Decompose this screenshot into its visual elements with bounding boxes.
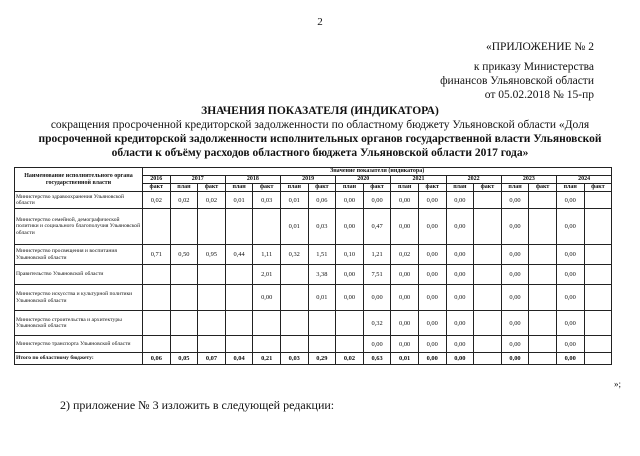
value-cell	[170, 265, 198, 285]
value-cell	[529, 245, 557, 265]
value-cell: 0,00	[446, 209, 474, 245]
value-cell	[529, 336, 557, 353]
value-cell: 1,51	[308, 245, 336, 265]
value-cell	[584, 192, 612, 209]
value-cell: 0,00	[556, 209, 584, 245]
value-cell: 0,00	[391, 311, 419, 336]
subheader-cell: факт	[143, 184, 171, 192]
value-cell: 0,95	[198, 245, 226, 265]
value-cell: 0,00	[556, 285, 584, 311]
value-cell	[280, 285, 308, 311]
value-cell: 0,00	[501, 353, 529, 365]
table-row	[15, 311, 612, 336]
value-cell: 0,00	[418, 336, 446, 353]
value-cell: 0,07	[198, 353, 226, 365]
subheader-cell: факт	[418, 184, 446, 192]
value-cell	[474, 336, 502, 353]
value-cell	[529, 209, 557, 245]
value-cell: 0,05	[170, 353, 198, 365]
value-cell: 0,00	[501, 285, 529, 311]
year-header: 2022	[446, 176, 501, 184]
name-header: Наименование исполнительного органа государственной власти	[15, 168, 143, 192]
value-cell	[170, 285, 198, 311]
value-cell	[584, 285, 612, 311]
subheader-cell: план	[280, 184, 308, 192]
subheader-cell: факт	[308, 184, 336, 192]
value-cell: 0,00	[501, 265, 529, 285]
agency-name: Министерство искусства и культурной политики Ульяновской области	[15, 285, 143, 311]
value-cell	[170, 209, 198, 245]
value-cell: 0,00	[418, 353, 446, 365]
value-cell	[474, 265, 502, 285]
value-cell	[474, 192, 502, 209]
value-cell: 0,32	[363, 311, 391, 336]
value-cell	[336, 311, 364, 336]
value-cell: 0,01	[280, 209, 308, 245]
year-header: 2020	[336, 176, 391, 184]
subheader-cell: план	[446, 184, 474, 192]
value-cell: 0,00	[418, 209, 446, 245]
value-cell: 0,00	[446, 192, 474, 209]
value-cell: 0,47	[363, 209, 391, 245]
value-cell: 0,00	[446, 265, 474, 285]
value-cell	[253, 336, 281, 353]
value-cell: 0,00	[391, 285, 419, 311]
value-cell	[143, 265, 171, 285]
value-cell	[225, 265, 253, 285]
value-cell	[584, 336, 612, 353]
value-cell: 0,02	[391, 245, 419, 265]
value-cell: 0,00	[391, 209, 419, 245]
value-cell: 0,00	[556, 265, 584, 285]
value-cell	[474, 285, 502, 311]
table-row	[15, 265, 612, 285]
value-cell	[280, 336, 308, 353]
title-heading: ЗНАЧЕНИЯ ПОКАЗАТЕЛЯ (ИНДИКАТОРА)	[201, 105, 439, 117]
value-cell	[584, 209, 612, 245]
table-body	[15, 192, 612, 365]
value-cell: 0,00	[363, 285, 391, 311]
appendix-line: к приказу Министерства	[473, 61, 594, 73]
subheader-cell: план	[391, 184, 419, 192]
value-cell: 0,02	[170, 192, 198, 209]
value-cell	[474, 245, 502, 265]
value-cell	[170, 311, 198, 336]
value-cell: 1,11	[253, 245, 281, 265]
value-cell: 0,00	[253, 285, 281, 311]
value-cell: 0,00	[391, 192, 419, 209]
value-cell: 0,00	[501, 192, 529, 209]
year-header: 2019	[280, 176, 335, 184]
value-cell: 0,63	[363, 353, 391, 365]
value-cell: 0,01	[225, 192, 253, 209]
value-cell: 0,00	[336, 209, 364, 245]
value-cell: 0,00	[556, 353, 584, 365]
agency-name: Министерство семейной, демографической политики и социального благополучия Ульяновской области	[15, 209, 143, 245]
value-cell: 0,00	[446, 336, 474, 353]
year-header: 2024	[556, 176, 611, 184]
value-cell	[584, 245, 612, 265]
year-header: 2018	[225, 176, 280, 184]
value-cell	[198, 209, 226, 245]
value-cell: 0,03	[280, 353, 308, 365]
value-cell: 0,03	[253, 192, 281, 209]
appendix-date: от 05.02.2018 № 15-пр	[484, 89, 594, 101]
value-cell: 0,00	[336, 285, 364, 311]
indicator-table	[14, 167, 612, 365]
total-label: Итого по областному бюджету:	[15, 353, 143, 365]
subheader-cell: факт	[363, 184, 391, 192]
value-cell: 0,00	[418, 285, 446, 311]
value-cell	[474, 353, 502, 365]
value-cell: 0,03	[308, 209, 336, 245]
value-cell: 0,02	[336, 353, 364, 365]
value-cell: 0,00	[336, 265, 364, 285]
agency-name: Правительство Ульяновской области	[15, 265, 143, 285]
table-row	[15, 245, 612, 265]
value-cell	[143, 336, 171, 353]
value-cell: 0,00	[446, 311, 474, 336]
value-cell	[198, 311, 226, 336]
value-cell	[143, 311, 171, 336]
value-cell: 0,00	[501, 245, 529, 265]
value-cell: 0,00	[418, 192, 446, 209]
total-row	[15, 353, 612, 365]
value-cell: 0,00	[556, 192, 584, 209]
value-cell	[529, 353, 557, 365]
value-cell: 0,00	[556, 336, 584, 353]
value-cell: 0,29	[308, 353, 336, 365]
subheader-cell: план	[225, 184, 253, 192]
document-title	[16, 104, 624, 160]
value-cell: 0,00	[418, 265, 446, 285]
value-cell: 0,00	[418, 311, 446, 336]
value-cell: 0,02	[143, 192, 171, 209]
subheader-cell: факт	[253, 184, 281, 192]
value-cell	[529, 192, 557, 209]
value-cell: 0,00	[363, 336, 391, 353]
value-cell: 0,00	[501, 336, 529, 353]
value-cell	[584, 353, 612, 365]
value-cell: 0,00	[556, 311, 584, 336]
value-cell: 0,00	[336, 192, 364, 209]
appendix-header	[440, 40, 594, 102]
agency-name: Министерство транспорта Ульяновской области	[15, 336, 143, 353]
value-cell: 0,71	[143, 245, 171, 265]
value-cell: 0,00	[556, 245, 584, 265]
value-cell	[143, 285, 171, 311]
year-header: 2023	[501, 176, 556, 184]
value-cell: 1,21	[363, 245, 391, 265]
title-line: области к объёму расходов областного бюджета Ульяновской области 2017 года»	[111, 147, 529, 159]
value-cell: 0,01	[280, 192, 308, 209]
value-cell: 0,21	[253, 353, 281, 365]
table-row	[15, 209, 612, 245]
value-cell: 0,06	[308, 192, 336, 209]
subheader-cell: факт	[474, 184, 502, 192]
agency-name: Министерство просвещения и воспитания Ульяновской области	[15, 245, 143, 265]
title-line: сокращения просроченной кредиторской задолженности по областному бюджету Ульяновской области «Доля	[50, 119, 590, 131]
value-cell	[225, 311, 253, 336]
value-cell: 7,51	[363, 265, 391, 285]
subheader-cell: план	[501, 184, 529, 192]
value-cell	[280, 311, 308, 336]
value-cell	[474, 209, 502, 245]
value-cell: 0,00	[446, 353, 474, 365]
closing-quote: »;	[614, 379, 622, 389]
value-cell	[170, 336, 198, 353]
value-cell	[584, 265, 612, 285]
year-header: 2021	[391, 176, 446, 184]
value-cell: 0,01	[391, 353, 419, 365]
subheader-cell: план	[336, 184, 364, 192]
subheader-cell: план	[556, 184, 584, 192]
value-cell: 0,00	[363, 192, 391, 209]
value-cell	[529, 285, 557, 311]
subheader-cell: факт	[198, 184, 226, 192]
year-header: 2017	[170, 176, 225, 184]
value-cell: 0,32	[280, 245, 308, 265]
value-cell	[225, 285, 253, 311]
value-cell: 0,44	[225, 245, 253, 265]
value-cell	[198, 285, 226, 311]
year-header: 2016	[143, 176, 171, 184]
footer-text: 2) приложение № 3 изложить в следующей редакции:	[60, 398, 335, 412]
value-cell: 0,01	[308, 285, 336, 311]
value-cell: 0,02	[198, 192, 226, 209]
value-cell	[253, 209, 281, 245]
subheader-cell: план	[170, 184, 198, 192]
value-cell	[253, 311, 281, 336]
value-cell	[529, 265, 557, 285]
value-cell: 0,00	[391, 265, 419, 285]
value-cell	[336, 336, 364, 353]
value-cell	[280, 265, 308, 285]
value-cell: 0,00	[391, 336, 419, 353]
value-cell: 0,50	[170, 245, 198, 265]
value-cell: 0,00	[501, 311, 529, 336]
table-row	[15, 192, 612, 209]
title-line: просроченной кредиторской задолженности исполнительных органов государственной власти Ульяновской	[38, 133, 602, 145]
value-cell: 0,06	[143, 353, 171, 365]
value-cell	[584, 311, 612, 336]
value-cell	[198, 336, 226, 353]
value-cell	[529, 311, 557, 336]
agency-name: Министерство строительства и архитектуры Ульяновской области	[15, 311, 143, 336]
value-cell: 0,00	[418, 245, 446, 265]
value-cell	[198, 265, 226, 285]
value-cell	[143, 209, 171, 245]
value-cell: 0,04	[225, 353, 253, 365]
value-cell	[308, 311, 336, 336]
title-subheading	[16, 118, 624, 160]
appendix-line: финансов Ульяновской области	[440, 75, 594, 87]
value-cell: 0,00	[446, 285, 474, 311]
appendix-title: «ПРИЛОЖЕНИЕ № 2	[485, 41, 594, 53]
value-cell: 2,01	[253, 265, 281, 285]
value-cell	[225, 336, 253, 353]
table-row	[15, 285, 612, 311]
value-cell: 0,00	[501, 209, 529, 245]
table-row	[15, 336, 612, 353]
value-cell: 0,00	[446, 245, 474, 265]
agency-name: Министерство здравоохранения Ульяновской области	[15, 192, 143, 209]
value-cell	[225, 209, 253, 245]
value-cell: 3,38	[308, 265, 336, 285]
value-cell	[474, 311, 502, 336]
subheader-cell: факт	[529, 184, 557, 192]
value-cell	[308, 336, 336, 353]
value-group-header: Значение показателя (индикатора)	[143, 168, 612, 176]
page-number: 2	[317, 16, 323, 28]
subheader-cell: факт	[584, 184, 612, 192]
value-cell: 0,10	[336, 245, 364, 265]
